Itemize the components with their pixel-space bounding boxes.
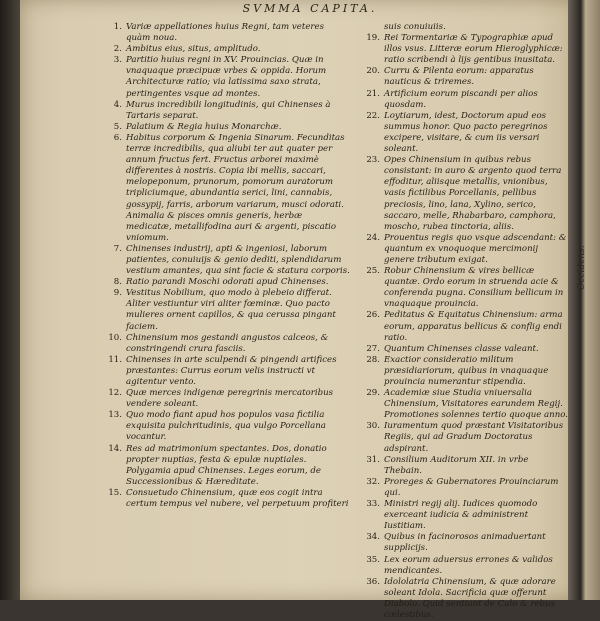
contents-entry bbox=[350, 66, 568, 88]
entry-text: Ratio parandi Moschi odorati apud Chinenses. bbox=[126, 277, 329, 288]
entry-text: Quo modo fiant apud hos populos vasa fictilia exquisita pulchritudinis, qua vulgo Porcellana vocantur. bbox=[126, 410, 326, 443]
contents-entry bbox=[92, 444, 350, 488]
left-column bbox=[92, 22, 350, 510]
entry-number: 26. bbox=[366, 310, 380, 321]
entry-text: Iuramentum quod præstant Visitatoribus Regiis, qui ad Gradum Doctoratus adspirant. bbox=[384, 421, 564, 454]
entry-text: Proreges & Gubernatores Prouinciarum qui. bbox=[384, 476, 559, 498]
entry-number: 14. bbox=[108, 443, 122, 454]
entry-number: 10. bbox=[108, 332, 122, 343]
contents-entry bbox=[350, 455, 568, 477]
book-spine-shadow bbox=[0, 0, 20, 600]
contents-entry bbox=[350, 111, 568, 155]
entry-text: Partitio huius regni in XV. Prouincias. Quæ in vnaquaque præcipuæ vrbes & oppida. Horum Architecturæ ratio; via latissima saxo strata, pertingentes vsque ad montes. bbox=[126, 55, 327, 99]
facing-page-edge bbox=[568, 0, 600, 600]
entry-text: Consuetudo Chinensium, quæ eos cogit intra certum tempus vel nubere, vel perpetuum profiteri bbox=[126, 487, 349, 510]
page-header: SVMMA CAPITA. bbox=[242, 2, 378, 15]
entry-text: Artificium eorum piscandi per alios quosdam. bbox=[384, 88, 538, 110]
contents-entry bbox=[92, 388, 350, 410]
contents-entry bbox=[350, 266, 568, 310]
entry-number: 31. bbox=[366, 454, 380, 465]
entry-text: Chinenses in arte sculpendi & pingendi artifices præstantes: Currus eorum velis instructi vt agitentur vento. bbox=[126, 354, 337, 387]
entry-text: Academiæ siue Studia vniuersalia Chinensium, Visitatores earundem Regij. Promotiones solennes tertio quoque anno. bbox=[384, 388, 569, 421]
contents-entry bbox=[92, 277, 350, 288]
contents-entry bbox=[350, 310, 568, 343]
entry-text: Vestitus Nobilium, quo modo à plebeio differat. Aliter vestiuntur viri aliter fœminæ. Quo pacto mulieres ornent capillos, & qua cerussa pingant faciem. bbox=[126, 288, 336, 332]
entry-number: 30. bbox=[366, 421, 380, 432]
entry-text: Peditatus & Equitatus Chinensium: arma eorum, apparatus bellicus & conflig endi ratio. bbox=[384, 310, 563, 343]
contents-entry bbox=[350, 33, 568, 66]
entry-text: Palatium & Regia huius Monarchæ. bbox=[126, 121, 282, 132]
entry-number: 7. bbox=[113, 243, 122, 254]
contents-entry bbox=[350, 233, 568, 266]
contents-entry bbox=[350, 22, 568, 33]
entry-text: Res ad matrimonium spectantes. Dos, donatio propter nuptias, festa & epulæ nuptiales. Polygamia apud Chinenses. Leges eorum, de Successionibus & Hæreditate. bbox=[126, 443, 327, 487]
contents-entry bbox=[92, 133, 350, 244]
entry-number: 29. bbox=[366, 388, 380, 399]
entry-text: Chinensium mos gestandi angustos calceos, & constringendi crura fasciis. bbox=[126, 332, 329, 354]
entry-text: Rei Tormentariæ & Typographiæ apud illos vsus. Litteræ eorum Hieroglyphicæ: ratio scribendi à lijs gentibus inusitata. bbox=[384, 33, 563, 66]
contents-entry bbox=[92, 488, 350, 510]
contents-entry bbox=[92, 410, 350, 443]
entry-number: 32. bbox=[366, 476, 380, 487]
entry-number: 20. bbox=[366, 66, 380, 77]
contents-entry bbox=[92, 333, 350, 355]
entry-number: 2. bbox=[113, 44, 122, 55]
contents-entry bbox=[92, 22, 350, 44]
entry-number: 6. bbox=[113, 132, 122, 143]
contents-entry bbox=[350, 155, 568, 233]
contents-entry bbox=[92, 244, 350, 277]
entry-text: Variæ appellationes huius Regni, tam veteres quàm noua. bbox=[126, 22, 325, 44]
entry-text: Chinenses industrij, apti & ingeniosi, laborum patientes, conuiuijs & genio dediti, splendidarum vestium amantes, qua sint facie & statura corporis. bbox=[126, 243, 350, 277]
entry-text: Idololatria Chinensium, & quæ adorare soleant Idola. Sacrificia quæ offerunt Diabolo. Quid sentiant de Calo & rebus cælestibus. bbox=[384, 576, 556, 620]
entry-number: 23. bbox=[366, 155, 380, 166]
contents-entry bbox=[350, 421, 568, 454]
entry-number: 19. bbox=[366, 33, 380, 44]
entry-text: Quæ merces indigenæ peregrinis mercatoribus vendere soleant. bbox=[126, 388, 334, 410]
entry-number: 25. bbox=[366, 266, 380, 277]
entry-text: Lex eorum aduersus errones & validos mendicantes. bbox=[384, 554, 553, 576]
contents-entry bbox=[92, 55, 350, 99]
contents-entry bbox=[92, 122, 350, 133]
entry-text: Ministri regij alij. Iudices quomodo exerceant iudicia & administrent Iustitiam. bbox=[384, 499, 538, 532]
contents-entry bbox=[92, 100, 350, 122]
entry-text: Prouentus regis quo vsque adscendant: & quantum ex vnoquoque mercimonij genere tributum exigat. bbox=[384, 232, 567, 265]
contents-entry bbox=[350, 477, 568, 499]
contents-entry bbox=[350, 532, 568, 554]
contents-entry bbox=[350, 355, 568, 388]
right-column bbox=[350, 22, 568, 621]
entry-number: 28. bbox=[366, 354, 380, 365]
entry-text: Quantum Chinenses classe valeant. bbox=[384, 343, 539, 354]
contents-entry bbox=[350, 555, 568, 577]
entry-number: 27. bbox=[366, 343, 380, 354]
entry-number: 13. bbox=[108, 410, 122, 421]
contents-entry bbox=[92, 288, 350, 332]
contents-entry bbox=[350, 388, 568, 421]
entry-text: Robur Chinensium & vires bellicæ quantæ. Ordo eorum in struenda acie & conferenda pugna. Consilium bellicum in vnaquaque prouincia. bbox=[384, 266, 564, 310]
entry-number: 33. bbox=[366, 499, 380, 510]
entry-text: Murus incredibili longitudinis, qui Chinenses à Tartaris separat. bbox=[126, 99, 331, 121]
entry-number: 22. bbox=[366, 110, 380, 121]
entry-number: 5. bbox=[113, 121, 122, 132]
entry-text: Opes Chinensium in quibus rebus consistant: in auro & argento quod terra effoditur, aliisque metallis, vnionibus, vasis fictilibus Porcellanis, pellibus preciosis, lino, lana, Xylino, serico, saccaro, melle, Rhabarbaro, camphora, moscho, rubea tinctoria, aliis. bbox=[384, 155, 562, 232]
entry-text: Ambitus eius, situs, amplitudo. bbox=[126, 44, 261, 55]
entry-text: Quibus in facinorosos animaduertant supplicijs. bbox=[384, 532, 546, 554]
entry-number: 24. bbox=[366, 232, 380, 243]
contents-entry bbox=[350, 577, 568, 621]
entry-number: 21. bbox=[366, 88, 380, 99]
contents-entry bbox=[350, 89, 568, 111]
entry-number: 8. bbox=[113, 277, 122, 288]
entry-number: 12. bbox=[108, 388, 122, 399]
entry-text: Consilium Auditorum XII. in vrbe Thebain. bbox=[384, 454, 529, 476]
entry-number: 11. bbox=[108, 354, 122, 365]
entry-number: 1. bbox=[113, 22, 122, 32]
entry-text: Exactior consideratio militum præsidiariorum, quibus in vnaquaque prouincia numerantur stipendia. bbox=[384, 354, 549, 387]
contents-entry bbox=[350, 499, 568, 532]
contents-entry bbox=[350, 344, 568, 355]
entry-text: Curru & Pilenta eorum: apparatus nauticus & triremes. bbox=[384, 66, 534, 88]
entry-number: 3. bbox=[113, 55, 122, 66]
entry-text: suis conuiuiis. bbox=[384, 22, 446, 32]
contents-entry bbox=[92, 44, 350, 55]
entry-number: 35. bbox=[366, 554, 380, 565]
entry-number: 34. bbox=[366, 532, 380, 543]
entry-number: 9. bbox=[113, 288, 122, 299]
entry-number: 36. bbox=[366, 576, 380, 587]
entry-number: 4. bbox=[113, 99, 122, 110]
entry-text: Habitus corporum & Ingenia Sinarum. Fecunditas terræ incredibilis, qua aliubi ter aut quater per annum fructus fert. Fructus arborei maximè differentes à nostris. Copia ibi mellis, saccari, melopeponum, prunorum, pomorum auratorum tripliciumque, abundantia serici, lini, cannabis, gossypij, farris, arborum variarum, musci odorati. Animalia & pisces omnis generis, herbæ medicatæ, metallifodina auri & argenti, piscatio vniomum. bbox=[126, 132, 345, 243]
entry-number: 15. bbox=[108, 487, 122, 498]
contents-entry bbox=[92, 355, 350, 388]
margin-note: Occidens. bbox=[577, 245, 587, 290]
entry-text: Loytiarum, idest, Doctorum apud eos summus honor. Quo pacto peregrinos excipere, visitare, & cum iis versari soleant. bbox=[384, 110, 548, 155]
